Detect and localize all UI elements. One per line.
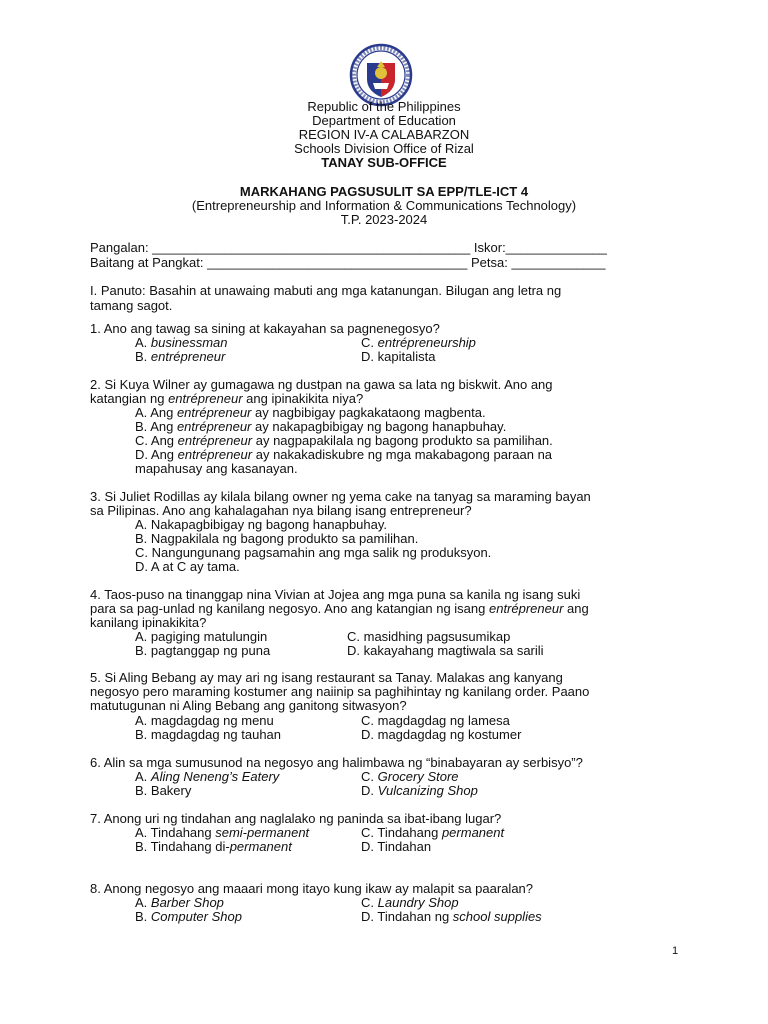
q5-option-d[interactable]: D. magdagdag ng kostumer xyxy=(361,727,522,742)
q2-option-a[interactable] xyxy=(135,406,486,420)
exam-title-block xyxy=(0,185,768,227)
q1-stem: 1. Ano ang tawag sa sining at kakayahan sa pagnenegosyo? xyxy=(90,321,440,336)
option-text: D. Tindahan ng xyxy=(361,909,453,924)
option-text: B. Tindahang di- xyxy=(135,839,230,854)
option-emphasis: entrépreneur xyxy=(177,447,253,462)
option-text: ay nakapagbibigay ng bagong hanapbuhay. xyxy=(251,419,507,434)
q6-stem: 6. Alin sa mga sumusunod na negosyo ang halimbawa ng “binabayaran ay serbisyo”? xyxy=(90,755,583,770)
option-text: ay nakakadiskubre ng mga makabagong paraan na xyxy=(252,447,553,462)
option-text: Barber Shop xyxy=(150,895,224,910)
stem-emphasis: entrépreneur xyxy=(488,601,564,616)
q7-option-d[interactable]: D. Tindahan xyxy=(361,839,432,854)
q3-stem-line1: 3. Si Juliet Rodillas ay kilala bilang owner ng yema cake na tanyag sa maraming bayan xyxy=(90,489,591,504)
option-text: entrépreneurship xyxy=(377,335,476,350)
q6-option-c[interactable] xyxy=(361,770,459,784)
q2-option-c[interactable] xyxy=(135,434,553,448)
option-text: Aling Neneng’s Eatery xyxy=(150,769,280,784)
option-letter: A. xyxy=(135,769,151,784)
header-department: Department of Education xyxy=(312,113,456,128)
q4-stem-line2 xyxy=(90,602,589,616)
q2-stem-line2 xyxy=(90,392,363,406)
option-text: Ang xyxy=(150,405,177,420)
q4-option-a[interactable]: A. pagiging matulungin xyxy=(135,629,268,644)
option-letter: A. xyxy=(135,405,151,420)
header-division: Schools Division Office of Rizal xyxy=(294,141,474,156)
q3-stem-line2: sa Pilipinas. Ano ang kahalagahan nya bilang isang entrepreneur? xyxy=(90,503,472,518)
q8-option-c[interactable] xyxy=(361,896,459,910)
option-letter: D. xyxy=(135,447,151,462)
student-info-fields xyxy=(90,241,680,271)
q7-option-c[interactable] xyxy=(361,826,504,840)
option-letter: B. xyxy=(135,349,151,364)
option-text: Laundry Shop xyxy=(377,895,459,910)
option-emphasis: school supplies xyxy=(452,909,542,924)
option-letter: C. xyxy=(361,895,378,910)
option-text: C. Tindahang xyxy=(361,825,442,840)
stem-text: para sa pag-unlad ng kanilang negosyo. Ano ang katangian ng isang xyxy=(90,601,489,616)
option-letter: C. xyxy=(361,335,378,350)
q6-option-d[interactable] xyxy=(361,784,478,798)
option-letter: B. xyxy=(135,419,151,434)
q7-option-a[interactable] xyxy=(135,826,309,840)
q2-option-d[interactable] xyxy=(135,448,552,462)
option-text: Ang xyxy=(150,433,178,448)
option-letter: C. xyxy=(361,769,378,784)
school-year: T.P. 2023-2024 xyxy=(340,212,428,227)
option-text: businessman xyxy=(150,335,228,350)
q7-option-b[interactable] xyxy=(135,840,292,854)
page-number: 1 xyxy=(672,945,679,957)
q4-option-b[interactable]: B. pagtanggap ng puna xyxy=(135,643,271,658)
stem-text: ang ipinakikita niya? xyxy=(242,391,364,406)
q5-stem-line1: 5. Si Aling Bebang ay may ari ng isang restaurant sa Tanay. Malakas ang kanyang xyxy=(90,670,563,685)
exam-title: MARKAHANG PAGSUSULIT SA EPP/TLE-ICT 4 xyxy=(239,184,529,199)
option-text: Grocery Store xyxy=(377,769,459,784)
option-letter: A. xyxy=(135,895,151,910)
q5-stem-line2: negosyo pero maraming kostumer ang naiinip sa paghihintay ng kanilang order. Paano xyxy=(90,684,590,699)
q6-option-b[interactable]: B. Bakery xyxy=(135,783,192,798)
q5-option-b[interactable]: B. magdagdag ng tauhan xyxy=(135,727,282,742)
q4-option-d[interactable]: D. kakayahang magtiwala sa sarili xyxy=(347,643,544,658)
q3-option-b[interactable]: B. Nagpakilala ng bagong produkto sa pamilihan. xyxy=(135,531,419,546)
q4-stem-line3: kanilang ipinakikita? xyxy=(90,615,207,630)
option-letter: B. xyxy=(135,909,151,924)
option-emphasis: entrépreneur xyxy=(177,433,253,448)
option-letter: D. xyxy=(361,783,378,798)
option-text: entrépreneur xyxy=(150,349,226,364)
instructions-line2: tamang sagot. xyxy=(90,298,173,313)
exam-subtitle: (Entrepreneurship and Information & Communications Technology) xyxy=(191,198,577,213)
option-emphasis: entrépreneur xyxy=(176,405,252,420)
option-emphasis: entrépreneur xyxy=(176,419,252,434)
grade-date-field[interactable]: Baitang at Pangkat: ____________________________________ Petsa: _____________ xyxy=(90,255,606,270)
header-suboffice: TANAY SUB-OFFICE xyxy=(321,155,447,170)
header-republic: Republic of the Philippines xyxy=(307,99,461,114)
q8-stem: 8. Anong negosyo ang maaari mong itayo kung ikaw ay malapit sa paaralan? xyxy=(90,881,534,896)
q5-option-c[interactable]: C. magdagdag ng lamesa xyxy=(361,713,510,728)
option-text: ay nagpapakilala ng bagong produkto sa pamilihan. xyxy=(252,433,553,448)
q4-stem-line1: 4. Taos-puso na tinanggap nina Vivian at Jojea ang mga puna sa kanila ng isang suki xyxy=(90,587,581,602)
q2-option-d-line2: mapahusay ang kasanayan. xyxy=(135,461,298,476)
q3-option-a[interactable]: A. Nakapagbibigay ng bagong hanapbuhay. xyxy=(135,517,388,532)
option-letter: A. xyxy=(135,335,151,350)
instructions-line1: I. Panuto: Basahin at unawaing mabuti ang mga katanungan. Bilugan ang letra ng xyxy=(90,283,562,298)
q8-option-b[interactable] xyxy=(135,910,242,924)
option-letter: C. xyxy=(135,433,151,448)
option-text: Computer Shop xyxy=(150,909,242,924)
q2-stem-line1: 2. Si Kuya Wilner ay gumagawa ng dustpan na gawa sa lata ng biskwit. Ano ang xyxy=(90,377,553,392)
q4-option-c[interactable]: C. masidhing pagsusumikap xyxy=(347,629,511,644)
q5-stem-line3: matutugunan ni Aling Bebang ang ganitong sitwasyon? xyxy=(90,698,407,713)
q6-option-a[interactable] xyxy=(135,770,279,784)
q8-option-a[interactable] xyxy=(135,896,224,910)
q1-option-b[interactable] xyxy=(135,350,225,364)
q3-option-c[interactable]: C. Nangungunang pagsamahin ang mga salik ng produksyon. xyxy=(135,545,492,560)
deped-seal-icon xyxy=(343,43,419,107)
q8-option-d[interactable] xyxy=(361,910,542,924)
option-emphasis: permanent xyxy=(229,839,292,854)
stem-text: katangian ng xyxy=(90,391,169,406)
option-text: Ang xyxy=(150,447,178,462)
q3-option-d[interactable]: D. A at C ay tama. xyxy=(135,559,240,574)
option-text: Vulcanizing Shop xyxy=(377,783,478,798)
q2-option-b[interactable] xyxy=(135,420,506,434)
q1-option-d[interactable]: D. kapitalista xyxy=(361,349,436,364)
stem-emphasis: entrépreneur xyxy=(168,391,243,406)
q1-option-a[interactable] xyxy=(135,336,228,350)
option-text: ay nagbibigay pagkakataong magbenta. xyxy=(251,405,486,420)
option-text: A. Tindahang xyxy=(135,825,216,840)
option-emphasis: semi-permanent xyxy=(215,825,310,840)
header-region: REGION IV-A CALABARZON xyxy=(298,127,470,142)
q1-option-c[interactable] xyxy=(361,336,476,350)
stem-text: ang xyxy=(563,601,589,616)
option-text: Ang xyxy=(150,419,177,434)
option-emphasis: permanent xyxy=(441,825,505,840)
q7-stem: 7. Anong uri ng tindahan ang naglalako ng paninda sa ibat-ibang lugar? xyxy=(90,811,502,826)
name-score-field[interactable]: Pangalan: ____________________________________________ Iskor:______________ xyxy=(90,240,607,255)
q5-option-a[interactable]: A. magdagdag ng menu xyxy=(135,713,274,728)
school-header xyxy=(0,100,768,170)
